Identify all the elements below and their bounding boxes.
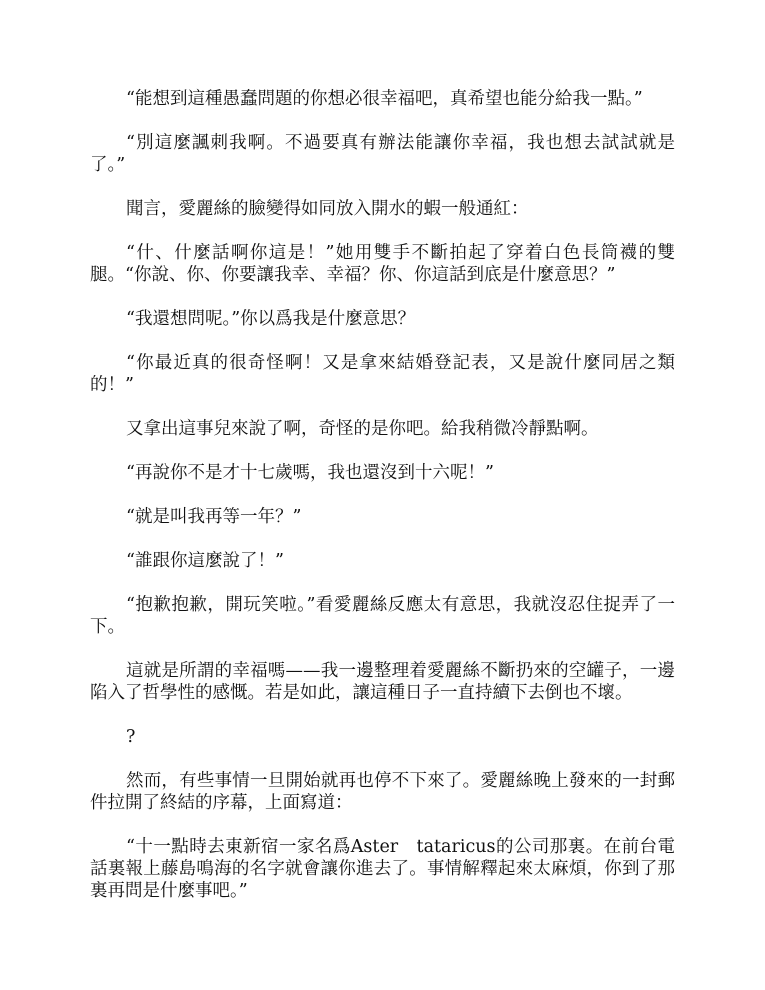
paragraph: “就是叫我再等一年？”	[126, 507, 302, 527]
paragraph: “能想到這種愚蠢問題的你想必很幸福吧，真希望也能分給我一點。”	[126, 89, 643, 109]
paragraph: 聞言，愛麗絲的臉變得如同放入開水的蝦一般通紅：	[126, 199, 529, 219]
paragraph: “我還想問呢。”你以爲我是什麼意思？	[126, 309, 416, 329]
paragraph: “抱歉抱歉，開玩笑啦。”看愛麗絲反應太有意思，我就沒忍住捉弄了一下。	[90, 595, 675, 637]
paragraph: 又拿出這事兒來說了啊，奇怪的是你吧。給我稍微冷靜點啊。	[126, 419, 599, 439]
paragraph: “誰跟你這麼說了！”	[126, 551, 284, 571]
paragraph: 然而，有些事情一旦開始就再也停不下來了。愛麗絲晚上發來的一封郵件拉開了終結的序幕，上面寫道：	[90, 771, 675, 813]
paragraph: “十一點時去東新宿一家名爲Aster tataricus的公司那裏。在前台電話裏報上藤島鳴海的名字就會讓你進去了。事情解釋起來太麻煩，你到了那裏再問是什麼事吧。”	[90, 837, 675, 901]
paragraph: “你最近真的很奇怪啊！又是拿來結婚登記表，又是說什麼同居之類的！”	[90, 353, 675, 395]
paragraph: 這就是所謂的幸福嗎——我一邊整理着愛麗絲不斷扔來的空罐子，一邊陷入了哲學性的感慨。若是如此，讓這種日子一直持續下去倒也不壞。	[90, 661, 675, 703]
paragraph: “什、什麼話啊你這是！”她用雙手不斷拍起了穿着白色長筒襪的雙腿。“你說、你、你要讓我幸、幸福？你、你這話到底是什麼意思？”	[90, 243, 675, 285]
paragraph: “再說你不是才十七歲嗎，我也還沒到十六呢！”	[126, 463, 494, 483]
section-break: ?	[126, 727, 136, 747]
paragraph: “別這麼諷刺我啊。不過要真有辦法能讓你幸福，我也想去試試就是了。”	[90, 133, 675, 175]
document-page	[90, 88, 675, 924]
